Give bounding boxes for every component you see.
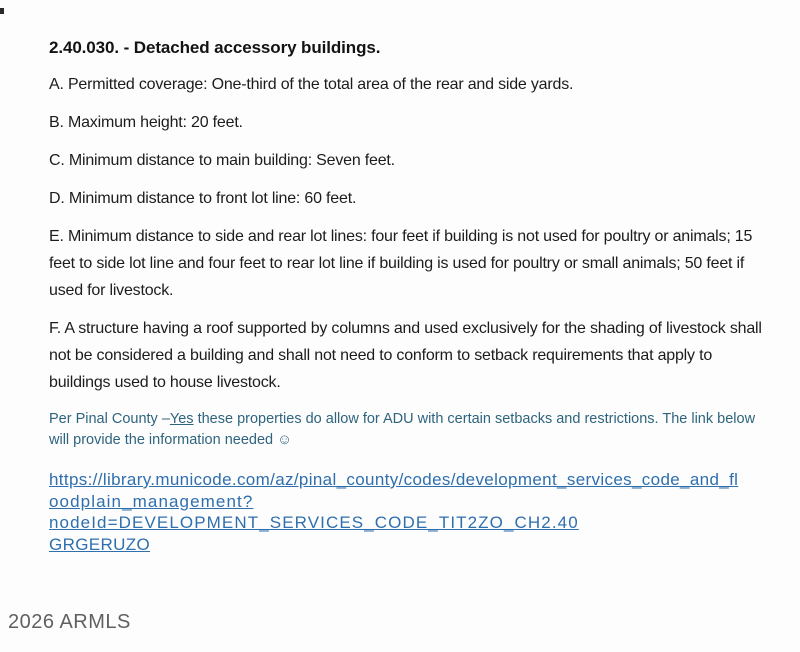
municode-link[interactable] [49, 469, 764, 555]
section-heading: 2.40.030. - Detached accessory buildings. [49, 38, 381, 57]
code-item-d: D. Minimum distance to front lot line: 60 feet. [49, 190, 357, 207]
link-line-3: GRGERUZO [49, 534, 151, 554]
note-text-prefix: Per Pinal County – [49, 411, 170, 427]
municode-link-block [49, 469, 764, 555]
link-line-1: https://library.municode.com/az/pinal_county/codes/development_services_code_and_fl [49, 470, 739, 489]
code-item-b: B. Maximum height: 20 feet. [49, 114, 243, 131]
note-underlined-text: Yes [169, 411, 194, 427]
link-line-2: oodplain_management?nodeId=DEVELOPMENT_SERVICES_CODE_TIT2ZO_CH2.40 [49, 491, 579, 532]
code-item-f: F. A structure having a roof supported by columns and used exclusively for the shading of livestock shall not be considered a building and shall not need to conform to setback requirements that apply to buildings used to house livestock. [49, 320, 762, 391]
agent-note [49, 409, 764, 451]
scan-edge-artifact [0, 8, 4, 14]
code-item-c: C. Minimum distance to main building: Seven feet. [49, 152, 395, 169]
code-item-e: E. Minimum distance to side and rear lot lines: four feet if building is not used for poultry or animals; 15 feet to side lot line and four feet to rear lot line if building is used for poultry or small animals; 50 feet if used for livestock. [49, 228, 753, 299]
code-item-a: A. Permitted coverage: One-third of the total area of the rear and side yards. [49, 76, 574, 93]
armls-watermark: 2026 ARMLS [8, 611, 131, 633]
note-text-suffix: these properties do allow for ADU with certain setbacks and restrictions. The link below will provide the information needed ☺ [49, 411, 756, 448]
